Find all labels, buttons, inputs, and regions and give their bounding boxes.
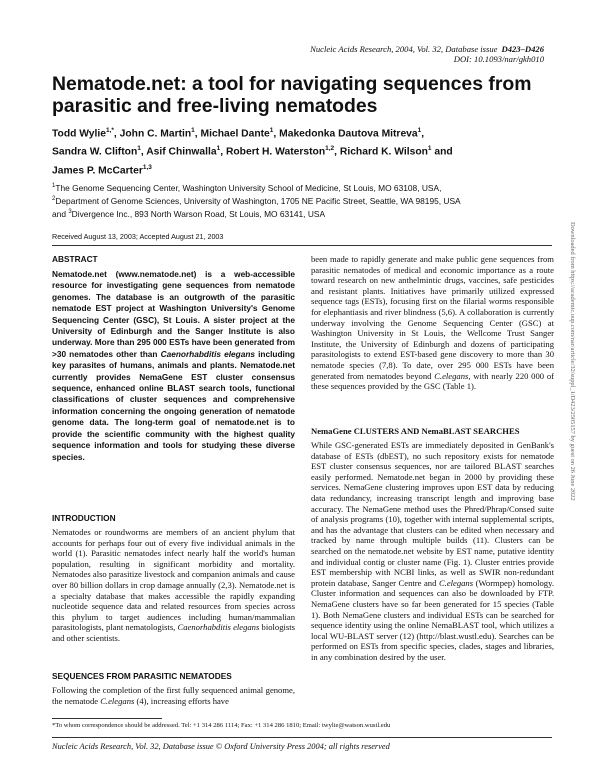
- author-affiliation-marker: 1: [191, 127, 195, 134]
- affiliation-text: Divergence Inc., 893 North Warson Road, St Louis, MO 63141, USA: [71, 208, 326, 219]
- download-notice: Downloaded from https://academic.oup.com/nar/article/32/suppl_1/D423/2505157 by guest on 26 June 2022: [569, 222, 576, 501]
- author-name: Asif Chinwalla: [146, 146, 217, 158]
- introduction-heading: INTRODUCTION: [52, 513, 116, 523]
- affiliation-line: and $^3$Divergence Inc., 893 North Warson Road, St Louis, MO 63141, USA: [52, 208, 326, 219]
- affiliation-number: 2: [52, 196, 56, 203]
- author-name: Robert H. Waterston: [225, 146, 326, 158]
- author-affiliation-marker: 1: [216, 145, 221, 153]
- author-separator: ,: [421, 128, 425, 140]
- author-affiliation-marker: 1,2: [325, 145, 335, 153]
- received-dates: Received August 13, 2003; Accepted August 21, 2003: [52, 232, 224, 241]
- introduction-text: Nematodes or roundworms are members of an ancient phylum that accounts for perhaps four out of every five individual animals in the world (1). Parasitic nematodes infect nearly half the world's human population, resulting in significant morbidity and mortality. Nematodes also parasitize livestock and companion animals and cause over 80 billion dollars in crop damage annually (2,3). Nematode.net is a specialty database that makes accessible the rapidly expanding nucleotide sequence data and related resources from species across this phylum to target audiences including human/mammalian parasitologists, plant nematologists, Caenorhabditis elegans biologists and other scientists.: [52, 527, 295, 643]
- nemagene-paragraph: While GSC-generated ESTs are immediately deposited in GenBank's database of ESTs (dbEST), no such repository exists for nematode EST cluster consensus sequences, nor are tailored BLAST searches easily performed. Nematode.net began in 2000 by providing these services. NemaGene clustering improves upon EST data by reducing data redundancy, increasing transcript length and improving base accuracy. The NemaGene method uses the Phred/Phrap/Consed suite of analysis programs (10), together with internal supplemental scripts, and has the advantage that clusters can be edited when necessary and tracked by name through multiple builds (11). Clusters can be searched on the nematode.net website by EST name, putative identity and individual contig or cluster name (Fig. 1). Cluster entries provide EST membership with NCBI links, as well as SWIR non-redundant protein database, Sanger Centre and C.elegans (Wormpep) homology. Cluster information and sequences can also be downloaded by FTP. NemaGene clusters have so far been generated for 15 species (Table 1). Both NemaGene clusters and individual ESTs can be searched for sequence identity using the online NemaBLAST tool, which utilizes a local WU-BLAST server (12) (http://blast.wustl.edu). Searches can be performed on ESTs from specific species, clades, stages and libraries, in any combination desired by the user.: [311, 440, 554, 662]
- author-separator: ,: [140, 146, 147, 158]
- affiliation-number: 1: [52, 183, 56, 189]
- journal-citation: Nucleic Acids Research, 2004, Vol. 32, Database issue: [310, 44, 498, 54]
- right-column-paragraph: been made to rapidly generate and make public gene sequences from parasitic nematodes of medical and economic importance as a route toward research on new anthelmintic drugs, vaccines, safe pesticides and resistant plants. Initiatives have primarily utilized expressed sequence tags (ESTs), focusing first on the filarial worms responsible for elephantiasis and river blindness (5,6). A collaboration is currently underway involving the Genome Sequencing Center (GSC) at Washington University in St Louis, the Wellcome Trust Sanger Institute, the University of Edinburgh and dozens of participating parasitologists to extend EST-based gene discovery to more than 30 nematode species (7,8). To date, over 295 000 ESTs have been generated from nematodes beyond C.elegans, with nearly 220 000 of these sequences provided by the GSC (Table 1).: [311, 254, 554, 392]
- author-separator: ,: [194, 128, 201, 140]
- copyright-line: Nucleic Acids Research, Vol. 32, Database issue © Oxford University Press 2004; all rights reserved: [52, 742, 390, 751]
- affiliation-text: Department of Genome Sciences, University of Washington, 1705 NE Pacific Street, Seattle, WA 98195, USA: [55, 195, 461, 206]
- affiliation-text: The Genome Sequencing Center, Washington University School of Medicine, St Louis, MO 63108, USA,: [55, 182, 442, 193]
- author-name: Richard K. Wilson: [339, 146, 428, 158]
- author-separator: ,: [220, 146, 226, 158]
- download-sidebar: [571, 222, 581, 586]
- correspondence-footnote: *To whom correspondence should be addressed. Tel: +1 314 286 1114; Fax: +1 314 286 1810; Email: twylie@watson.wustl.edu: [52, 722, 391, 729]
- page-range: D423–D426: [501, 44, 544, 54]
- footnote-divider: [52, 718, 162, 719]
- author-name: James P. McCarter: [52, 165, 143, 177]
- divider: [52, 245, 552, 246]
- sequences-heading: SEQUENCES FROM PARASITIC NEMATODES: [52, 671, 232, 681]
- author-name: Michael Dante: [200, 128, 270, 140]
- journal-header: [310, 44, 544, 64]
- author-affiliation-marker: 1: [269, 127, 274, 134]
- author-list: [52, 123, 552, 178]
- author-separator: ,: [113, 128, 120, 140]
- footer-divider: [52, 737, 552, 738]
- doi: DOI: 10.1093/nar/gkh010: [453, 54, 544, 64]
- author-separator: ,: [334, 146, 340, 158]
- author-affiliation-marker: 1: [417, 127, 422, 134]
- author-name: Makedonka Dautova Mitreva: [279, 128, 418, 140]
- author-separator: ,: [273, 128, 280, 140]
- author-affiliation-marker: 1: [427, 145, 432, 153]
- author-affiliation-marker: 1,3: [142, 163, 152, 171]
- affiliations: [52, 181, 552, 220]
- author-affiliation-marker: 1: [137, 145, 141, 153]
- author-affiliation-marker: 1,*: [105, 127, 114, 134]
- affiliation-line: [52, 194, 552, 207]
- author-name: Sandra W. Clifton: [52, 146, 138, 158]
- paper-title: Nematode.net: a tool for navigating sequences from parasitic and free-living nematodes: [52, 73, 532, 117]
- affiliation-line: [52, 181, 552, 194]
- affiliation-number: 3: [68, 209, 72, 216]
- nemagene-heading: NemaGene CLUSTERS AND NemaBLAST SEARCHES: [311, 426, 520, 436]
- abstract-text: Nematode.net (www.nematode.net) is a web-accessible resource for investigating gene sequences from nematode genomes. The database is an outgrowth of the parasitic nematode EST project at Washington University's Genome Sequencing Center (GSC), St Louis. A sister project at the University of Edinburgh and the Sanger Institute is also underway. More than 295 000 ESTs have been generated from >30 nematodes other than Caenorhabditis elegans including key parasites of humans, animals and plants. Nematode.net currently provides NemaGene EST cluster consensus sequence, enhanced online BLAST search tools, functional classifications of cluster sequences and comprehensive information concerning the ongoing generation of nematode genome data. The long-term goal of nematode.net is to provide the scientific community with the highest quality sequence information and tools for studying these diverse species.: [52, 269, 295, 462]
- author-name: John C. Martin: [119, 128, 192, 140]
- author-name: Todd Wylie: [52, 128, 106, 140]
- abstract-heading: ABSTRACT: [52, 254, 98, 264]
- sequences-text: Following the completion of the first fully sequenced animal genome, the nematode C.elegans (4), increasing efforts have: [52, 685, 295, 706]
- author-separator: and: [431, 146, 453, 158]
